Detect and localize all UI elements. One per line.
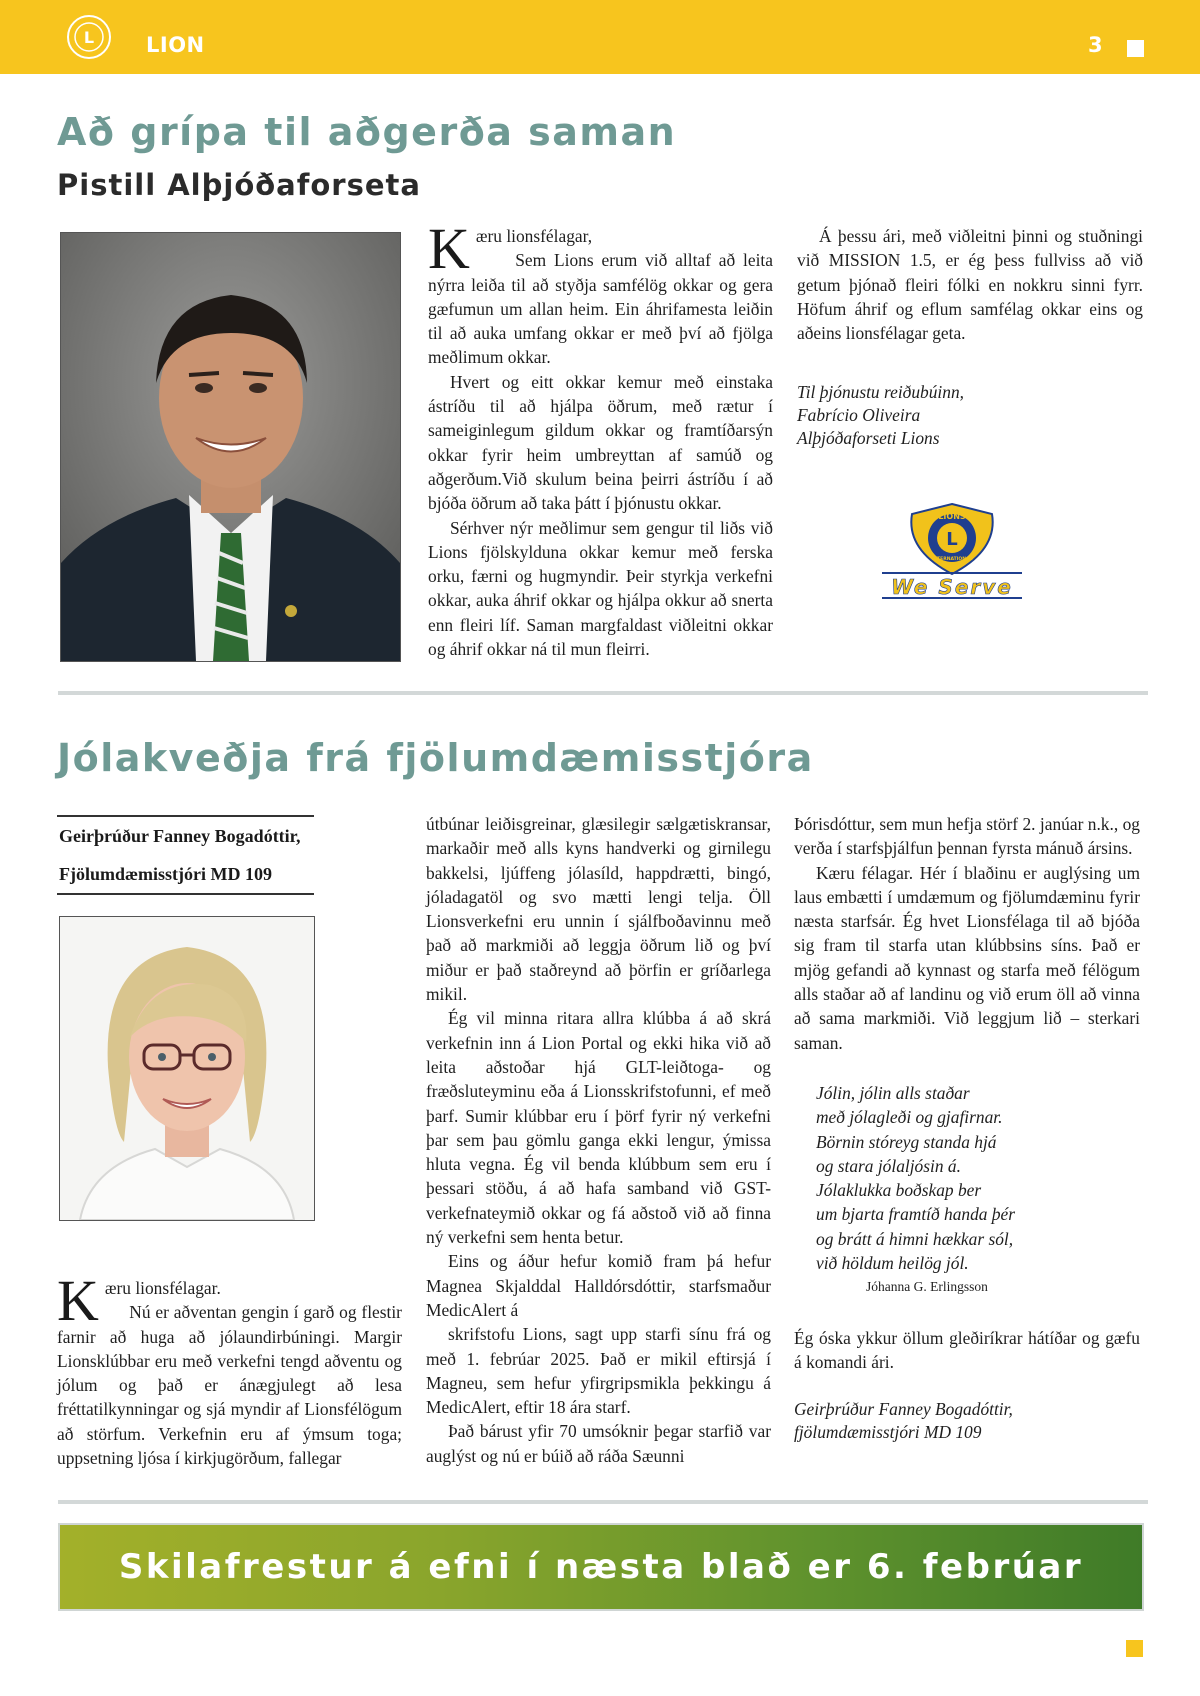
signature-name: Geirþrúður Fanney Bogadóttir, [794, 1399, 1013, 1420]
author-box [57, 815, 314, 895]
article2-salutation: æru lionsfélagar. [104, 1278, 221, 1298]
lions-emblem-icon [66, 14, 112, 60]
poem-line: Jólaklukka boðskap ber [816, 1180, 982, 1201]
christmas-poem [816, 1081, 1140, 1300]
author-role: Fjölumdæmisstjóri MD 109 [59, 864, 272, 884]
article1-dropcap: K [428, 216, 470, 281]
article2-column-1 [57, 1268, 402, 1470]
article1-column-1 [428, 216, 773, 661]
article2-dropcap: K [57, 1268, 99, 1333]
publication-name: LION [146, 33, 205, 57]
poem-author: Jóhanna G. Erlingsson [866, 1279, 988, 1295]
section-divider [58, 691, 1148, 695]
signature-title: Alþjóðaforseti Lions [797, 428, 940, 449]
article1-paragraph: Hvert og eitt okkar kemur með einstaka ástríðu til að hjálpa öðrum, með rætur í sameiginlegum gildum okkar og framtíðarsýn okkar fyrir heim umbreyttan af samúð og aðgerðum.Við skulum beina þeirri ástríðu í að bjóða öðrum að taka þátt í þjónustu okkar. [428, 371, 773, 514]
deadline-banner [58, 1523, 1144, 1611]
article1-column-2 [797, 224, 1143, 450]
article2-paragraph-part: Nú er aðventan gengin í garð og flestir farnir að huga að jólaundirbúningi. Margir Lionsklúbbar eru með verkefni tengd aðventu og jólum og það er ánægjulegt að lesa fréttatilkynningar og sjá myndir af Lionsfélögum að störfum. Verkefnin eru af ýmsum toga; uppsetning ljósa í kirkjugörðum, fallegar [57, 1302, 402, 1469]
district-governor-photo [59, 916, 315, 1221]
article2-paragraph: Ég vil minna ritara allra klúbba á að skrá verkefnin inn á Lion Portal og ekki hika við að leita aðstoðar hjá GLT-leiðtoga- og fræðsluteyminu eða á Lionsskrifstofunni, ef með þarf. Sumir klúbbar eru í þörf fyrir ný verkefni þar sem þau gömlu ganga ekki lengur, ýmissa hluta vegna. Ég vil benda klúbbum sem eru í þessari stöðu, á að hafa samband við GST-verkefnateymið okkar og fá aðstoð við að finna ný verkefni sem henta betur. [426, 1008, 771, 1248]
header-bar [0, 0, 1200, 74]
logo-top-text: LIONS [938, 512, 966, 521]
article1-paragraph: Sérhver nýr meðlimur sem gengur til liðs við Lions fjölskylduna okkar kemur með ferska orku, færni og hugmyndir. Þeir styrkja verkefni okkar, auka áhrif okkar og hjálpa okkur að snerta enn fleiri líf. Saman margfaldast viðleitni okkar og áhrif okkar ná til mun fleirri. [428, 517, 773, 660]
governor-portrait-image [60, 917, 314, 1220]
article2-column-2 [426, 812, 771, 1468]
section-divider [58, 1500, 1148, 1504]
article2-paragraph-cont: Þórisdóttur, sem mun hefja störf 2. janúar n.k., og verða í starfsþjálfun þennan fyrsta mánuð ársins. [794, 814, 1140, 859]
lions-we-serve-logo [880, 500, 1024, 604]
signature-line: Til þjónustu reiðubúinn, [797, 382, 965, 403]
signature-title: fjölumdæmisstjóri MD 109 [794, 1422, 982, 1443]
article2-column-3 [794, 812, 1140, 1444]
article1-subtitle: Pistill Alþjóðaforseta [57, 168, 421, 202]
article1-salutation: æru lionsfélagar, [475, 226, 593, 246]
logo-motto: We Serve [891, 575, 1013, 599]
article2-closing: Ég óska ykkur öllum gleðiríkrar hátíðar og gæfu á komandi ári. [794, 1327, 1140, 1372]
article2-paragraph-cont: útbúnar leiðisgreinar, glæsilegir sælgætiskransar, markaðir með alls kyns handverki og girnilegu bakkelsi, ljúffeng jólasíld, happdrætti, bingó, jóladagatöl og svo mætti lengi telja. Öll Lionsverkefni eru unnin í sjálfboðavinnu með það að markmiði að leggja öðrum lið og því miður er það staðreynd að þörfin er gríðarlega mikil. [426, 814, 771, 1005]
poem-line: Börnin stóreyg standa hjá [816, 1131, 997, 1152]
logo-letter: L [946, 529, 958, 550]
author-name: Geirþrúður Fanney Bogadóttir, [59, 826, 301, 846]
article1-paragraph: Á þessu ári, með viðleitni þinni og stuðningi við MISSION 1.5, er ég þess fullviss að við getum þjónað fleiri fólki en nokkru sinni fyrr. Höfum áhrif og eflum samfélag okkar eins og aðeins lionsfélagar geta. [797, 226, 1143, 344]
poem-line: við höldum heilög jól. [816, 1253, 969, 1274]
poem-line: Jólin, jólin alls staðar [816, 1082, 970, 1103]
article2-paragraph: skrifstofu Lions, sagt upp starfi sínu frá og með 1. febrúar 2025. Það er mikil eftirsjá í Magneu, sem hefur yfirgripsmikla þekkingu á MedicAlert, eftir 18 ára starf. [426, 1324, 771, 1418]
footer-marker [1126, 1640, 1143, 1657]
deadline-text: Skilafrestur á efni í næsta blað er 6. febrúar [118, 1547, 1084, 1587]
article1-title: Að grípa til aðgerða saman [57, 110, 677, 154]
article1-signature [797, 381, 1143, 450]
page-number: 3 [1088, 33, 1103, 57]
signature-name: Fabrício Oliveira [797, 405, 921, 426]
article2-signature [794, 1398, 1140, 1444]
article2-paragraph: Eins og áður hefur komið fram þá hefur Magnea Skjalddal Halldórsdóttir, starfsmaður MedicAlert á [426, 1251, 771, 1320]
article2-paragraph: Það bárust yfir 70 umsóknir þegar starfið var auglýst og nú er búið að ráða Sæunni [426, 1421, 771, 1466]
poem-line: með jólagleði og gjafirnar. [816, 1107, 1003, 1128]
svg-text:L: L [83, 28, 95, 47]
president-portrait-image [61, 233, 400, 661]
article2-title: Jólakveðja frá fjölumdæmisstjóra [57, 736, 814, 780]
president-photo [60, 232, 401, 662]
poem-line: og stara jólaljósin á. [816, 1155, 961, 1176]
article1-paragraph: Sem Lions erum við alltaf að leita nýrra leiða til að styðja samfélög okkar og gera gæfumun um allan heim. Ein áhrifamesta leiðin til að auka umfang okkar er með því að fjölga meðlimum okkar. [428, 250, 773, 368]
page-marker [1127, 40, 1144, 57]
logo-ring-text: INTERNATIONAL [931, 557, 973, 562]
article2-paragraph: Kæru félagar. Hér í blaðinu er auglýsing um laus embætti í umdæmum og fjölumdæminu fyrir næsta starfsár. Ég hvet Lionsfélaga til að bjóða sig fram til starfa utan klúbbsins síns. Það er mjög gefandi að kynnast og starfa með félögum alls staðar að af landinu og við erum öll að vinna að sama markmiði. Við leggjum lið – sterkari saman. [794, 862, 1140, 1053]
poem-line: og brátt á himni hækkar sól, [816, 1228, 1014, 1249]
poem-line: um bjarta framtíð handa þér [816, 1204, 1016, 1225]
